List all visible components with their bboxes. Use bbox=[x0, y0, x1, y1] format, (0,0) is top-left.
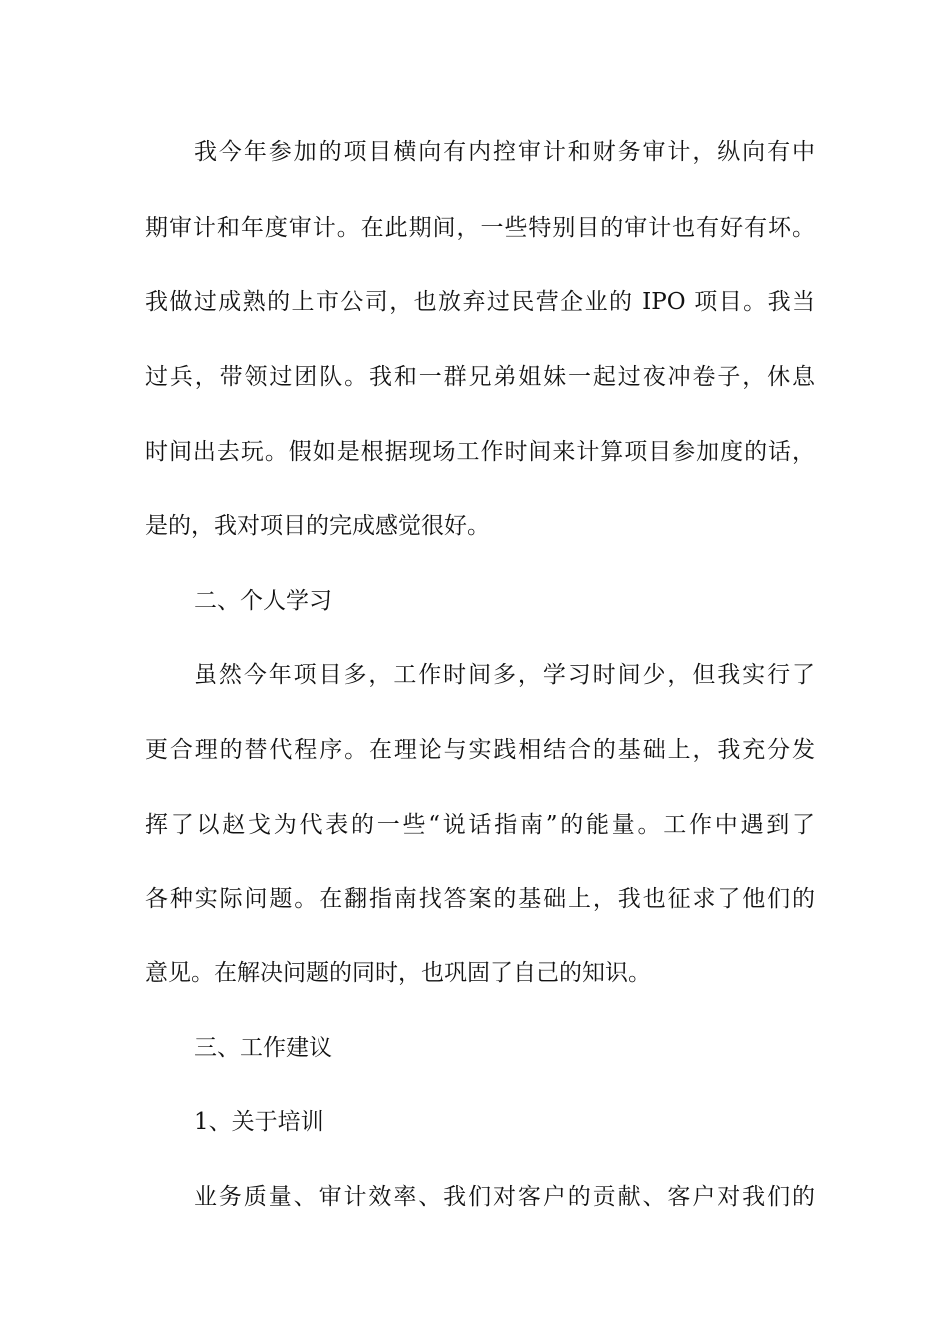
paragraph-2-line-2: 更合理的替代程序。在理论与实践相结合的基础上，我充分发 bbox=[145, 737, 815, 763]
paragraph-2-line-5: 意见。在解决问题的同时，也巩固了自己的知识。 bbox=[145, 960, 651, 986]
paragraph-2-line-3: 挥了以赵戈为代表的一些“说话指南”的能量。工作中遇到了 bbox=[145, 812, 815, 838]
paragraph-3-line-1: 业务质量、审计效率、我们对客户的贡献、客户对我们的 bbox=[194, 1184, 815, 1210]
paragraph-1-line-6: 是的，我对项目的完成感觉很好。 bbox=[145, 513, 490, 539]
paragraph-1-line-5: 时间出去玩。假如是根据现场工作时间来计算项目参加度的话， bbox=[145, 439, 815, 465]
subheading-training: 1、关于培训 bbox=[194, 1109, 324, 1135]
paragraph-2-line-4: 各种实际问题。在翻指南找答案的基础上，我也征求了他们的 bbox=[145, 886, 815, 912]
paragraph-1-line-3: 我做过成熟的上市公司，也放弃过民营企业的 IPO 项目。我当 bbox=[145, 289, 815, 315]
section-heading-personal-study: 二、个人学习 bbox=[194, 588, 332, 614]
paragraph-2-line-1: 虽然今年项目多，工作时间多，学习时间少，但我实行了 bbox=[194, 662, 815, 688]
paragraph-1-line-4: 过兵，带领过团队。我和一群兄弟姐妹一起过夜冲卷子，休息 bbox=[145, 364, 815, 390]
paragraph-1-line-2: 期审计和年度审计。在此期间，一些特别目的审计也有好有坏。 bbox=[145, 215, 815, 241]
section-heading-work-suggestions: 三、工作建议 bbox=[194, 1035, 332, 1061]
paragraph-1-line-1: 我今年参加的项目横向有内控审计和财务审计，纵向有中 bbox=[194, 139, 815, 165]
